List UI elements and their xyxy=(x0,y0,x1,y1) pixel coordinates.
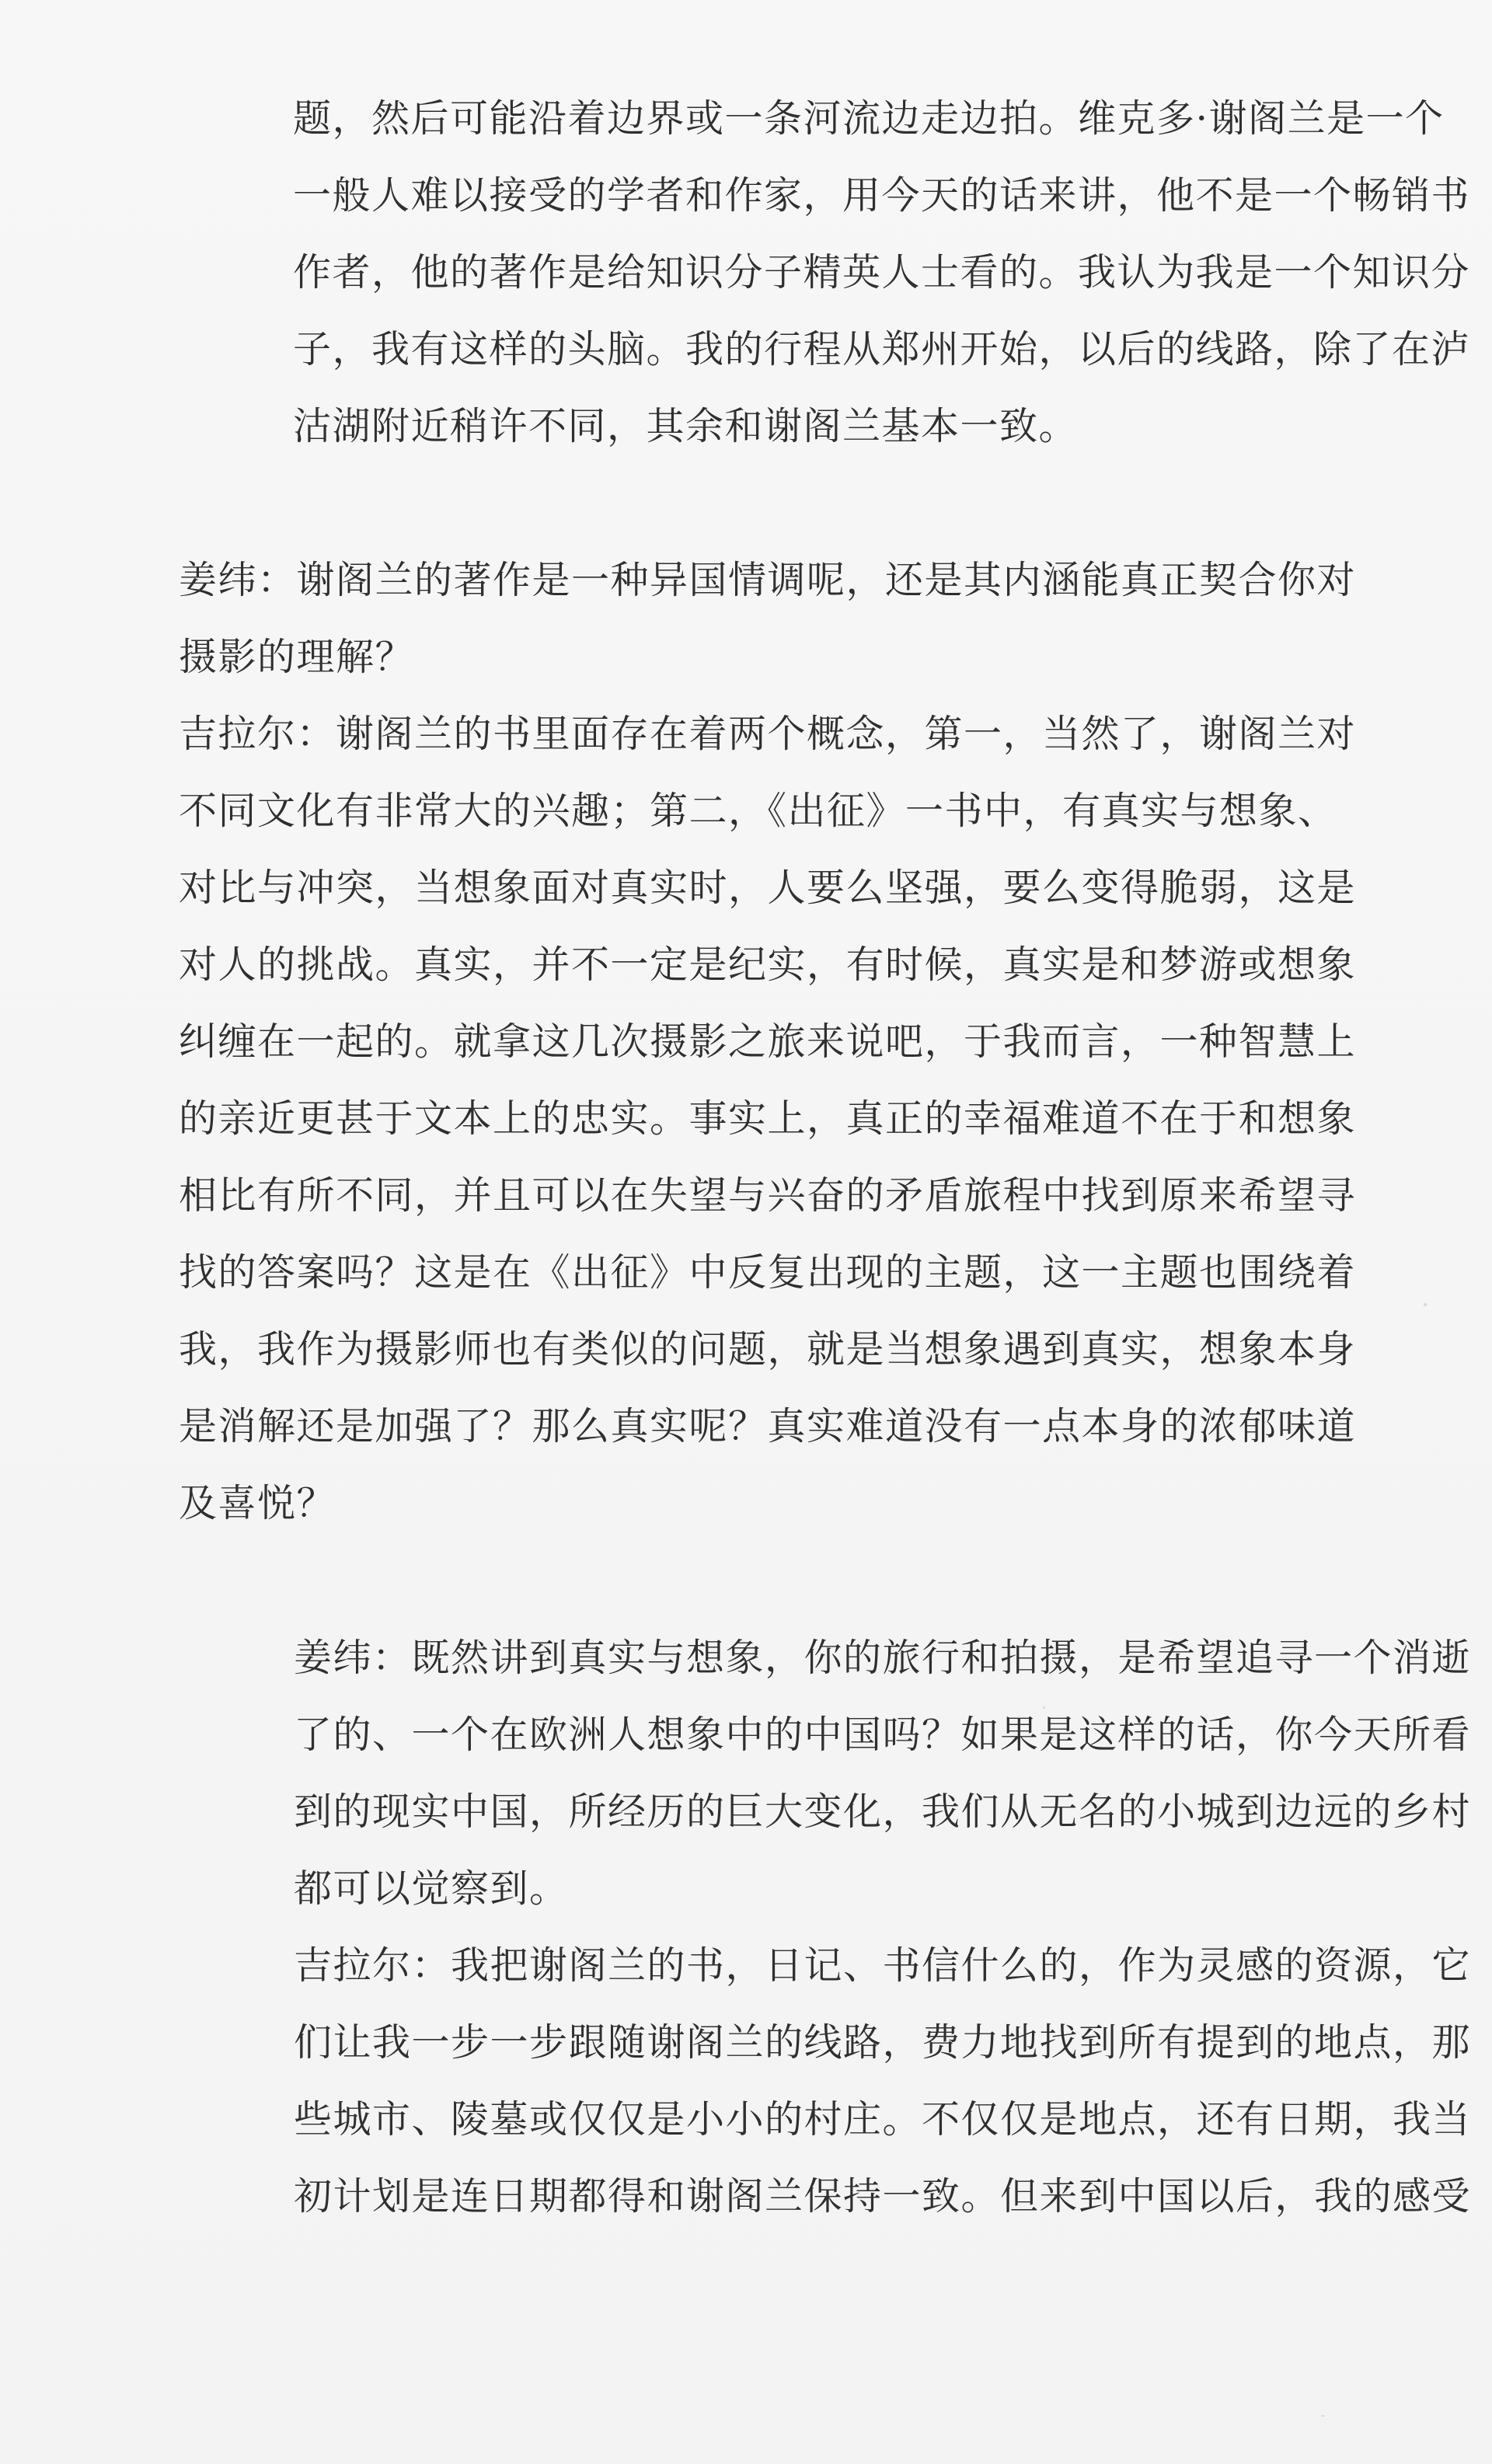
question-line: 姜纬：既然讲到真实与想象，你的旅行和拍摄，是希望追寻一个消逝 xyxy=(294,1636,1472,1680)
question-line: 姜纬：谢阁兰的著作是一种异国情调呢，还是其内涵能真正契合你对 xyxy=(179,558,1357,602)
text-line: 作者，他的著作是给知识分子精英人士看的。我认为我是一个知识分 xyxy=(293,250,1471,294)
answer-line: 相比有所不同，并且可以在失望与兴奋的矛盾旅程中找到原来希望寻 xyxy=(179,1173,1357,1218)
scan-speck xyxy=(1043,1706,1045,1709)
text-line: 沽湖附近稍许不同，其余和谢阁兰基本一致。 xyxy=(293,404,1079,448)
answer-line: 初计划是连日期都得和谢阁兰保持一致。但来到中国以后，我的感受 xyxy=(294,2174,1472,2218)
question-line: 都可以觉察到。 xyxy=(294,1866,569,1911)
answer-line: 对比与冲突，当想象面对真实时，人要么坚强，要么变得脆弱，这是 xyxy=(179,866,1357,910)
answer-line: 我，我作为摄影师也有类似的问题，就是当想象遇到真实，想象本身 xyxy=(179,1327,1357,1371)
answer-line: 对人的挑战。真实，并不一定是纪实，有时候，真实是和梦游或想象 xyxy=(179,943,1357,987)
scan-speck xyxy=(1424,1303,1427,1306)
answer-line: 的亲近更甚于文本上的忠实。事实上，真正的幸福难道不在于和想象 xyxy=(179,1096,1357,1141)
answer-line: 不同文化有非常大的兴趣；第二，《出征》一书中，有真实与想象、 xyxy=(179,789,1337,833)
answer-line: 纠缠在一起的。就拿这几次摄影之旅来说吧，于我而言，一种智慧上 xyxy=(179,1019,1357,1064)
answer-line: 找的答案吗？这是在《出征》中反复出现的主题，这一主题也围绕着 xyxy=(179,1250,1357,1295)
answer-line: 们让我一步一步跟随谢阁兰的线路，费力地找到所有提到的地点，那 xyxy=(294,2020,1472,2065)
answer-line: 是消解还是加强了？那么真实呢？真实难道没有一点本身的浓郁味道 xyxy=(179,1404,1357,1448)
scan-speck xyxy=(1321,2415,1325,2417)
text-line: 子，我有这样的头脑。我的行程从郑州开始，以后的线路，除了在泸 xyxy=(293,327,1471,371)
question-line: 摄影的理解？ xyxy=(179,635,415,679)
answer-line: 吉拉尔：谢阁兰的书里面存在着两个概念，第一，当然了，谢阁兰对 xyxy=(179,712,1357,756)
question-line: 到的现实中国，所经历的巨大变化，我们从无名的小城到边远的乡村 xyxy=(294,1790,1472,1834)
text-line: 题，然后可能沿着边界或一条河流边走边拍。维克多·谢阁兰是一个 xyxy=(293,96,1445,141)
answer-line: 些城市、陵墓或仅仅是小小的村庄。不仅仅是地点，还有日期，我当 xyxy=(294,2097,1472,2142)
text-line: 一般人难以接受的学者和作家，用今天的话来讲，他不是一个畅销书 xyxy=(293,173,1471,218)
answer-line: 及喜悦？ xyxy=(179,1481,336,1525)
question-line: 了的、一个在欧洲人想象中的中国吗？如果是这样的话，你今天所看 xyxy=(294,1713,1472,1757)
answer-line: 吉拉尔：我把谢阁兰的书，日记、书信什么的，作为灵感的资源，它 xyxy=(294,1943,1472,1988)
